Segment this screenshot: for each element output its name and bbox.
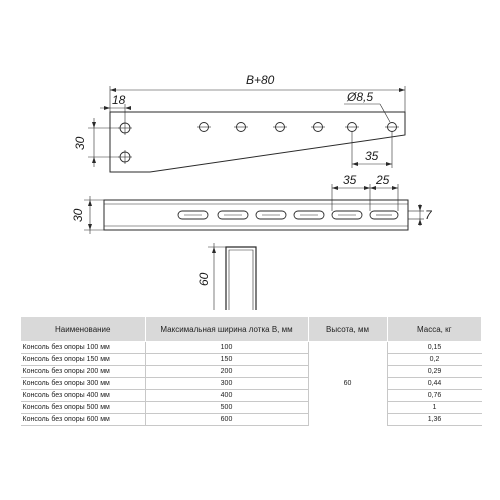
spec-table [20,316,482,426]
profile-view [197,243,256,310]
header-name: Наименование [21,317,146,342]
dim-25-side: 25 [376,173,390,187]
table-row: Консоль без опоры 600 мм 600 1,36 [21,414,482,426]
dim-18: 18 [112,93,126,107]
dim-35-side: 35 [343,173,357,187]
height-value: 60 [308,342,387,426]
top-view [73,73,405,172]
table-row: Консоль без опоры 200 мм 200 0,29 [21,366,482,378]
header-width: Максимальная ширина лотка В, мм [145,317,308,342]
dim-hole-diameter: Ø8,5 [347,90,374,104]
bracket-plate-top [110,112,405,172]
table-row: Консоль без опоры 100 мм 100 60 0,15 [21,342,482,354]
dim-30-top: 30 [73,136,87,150]
table-row: Консоль без опоры 400 мм 400 0,76 [21,390,482,402]
table-header-row [21,317,482,342]
table-row: Консоль без опоры 150 мм 150 0,2 [21,354,482,366]
dim-7-side: 7 [425,208,432,222]
header-mass: Масса, кг [387,317,482,342]
table-row: Консоль без опоры 500 мм 500 1 [21,402,482,414]
table-row: Консоль без опоры 300 мм 300 0,44 [21,378,482,390]
side-view [71,173,433,234]
header-height: Высота, мм [308,317,387,342]
dim-b-plus-80: B+80 [246,73,275,87]
u-channel-profile [226,247,256,310]
dim-35-top: 35 [365,149,379,163]
dim-30-side: 30 [71,208,85,222]
dim-60-profile: 60 [197,272,211,286]
